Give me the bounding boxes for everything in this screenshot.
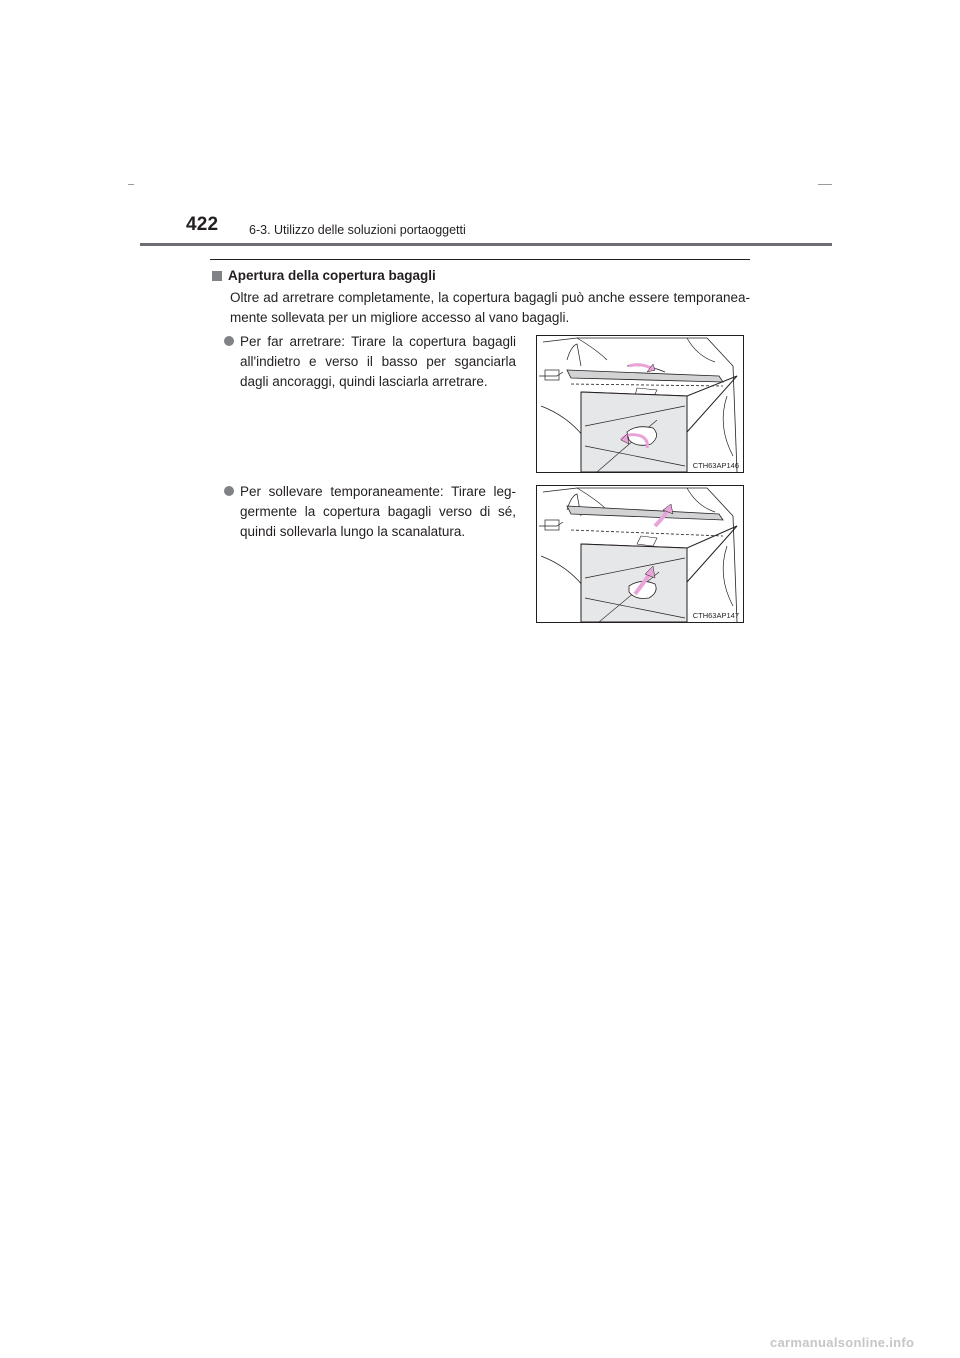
page-number: 422 (186, 214, 219, 235)
illustration-retract-cover (536, 335, 744, 473)
header-rule (140, 243, 832, 246)
subsection-rule (210, 259, 750, 260)
bullet-text: Per far arretrare: Tirare la copertura bagagli all'indietro e verso il basso per sganciarla dagli ancoraggi, quindi lasciarla arretrare. (240, 334, 516, 389)
subsection-heading-text: Apertura della copertura bagagli (228, 268, 436, 283)
bullet-text: Per sollevare temporaneamente: Tirare leg-germente la copertura bagagli verso di sé, quindi sollevarla lungo la scanalatura. (240, 484, 516, 539)
cargo-cover-illustration (537, 336, 743, 472)
cargo-cover-illustration (537, 486, 743, 622)
crop-mark-left (128, 184, 134, 185)
circle-bullet-icon (224, 486, 234, 496)
figure-code: CTH63AP147 (692, 611, 739, 620)
section-title: 6-3. Utilizzo delle soluzioni portaoggetti (249, 223, 466, 237)
crop-mark-right (818, 184, 832, 185)
intro-paragraph: Oltre ad arretrare completamente, la copertura bagagli può anche essere temporanea-mente sollevata per un migliore accesso al vano bagagli. (230, 290, 750, 325)
figure-code: CTH63AP146 (692, 461, 739, 470)
watermark-text: carmanualsonline.info (770, 1335, 915, 1350)
bullet-item-retract (224, 332, 516, 392)
bullet-item-lift (224, 482, 516, 542)
subsection-heading (212, 268, 436, 283)
square-bullet-icon (212, 271, 222, 281)
circle-bullet-icon (224, 336, 234, 346)
illustration-lift-cover (536, 485, 744, 623)
